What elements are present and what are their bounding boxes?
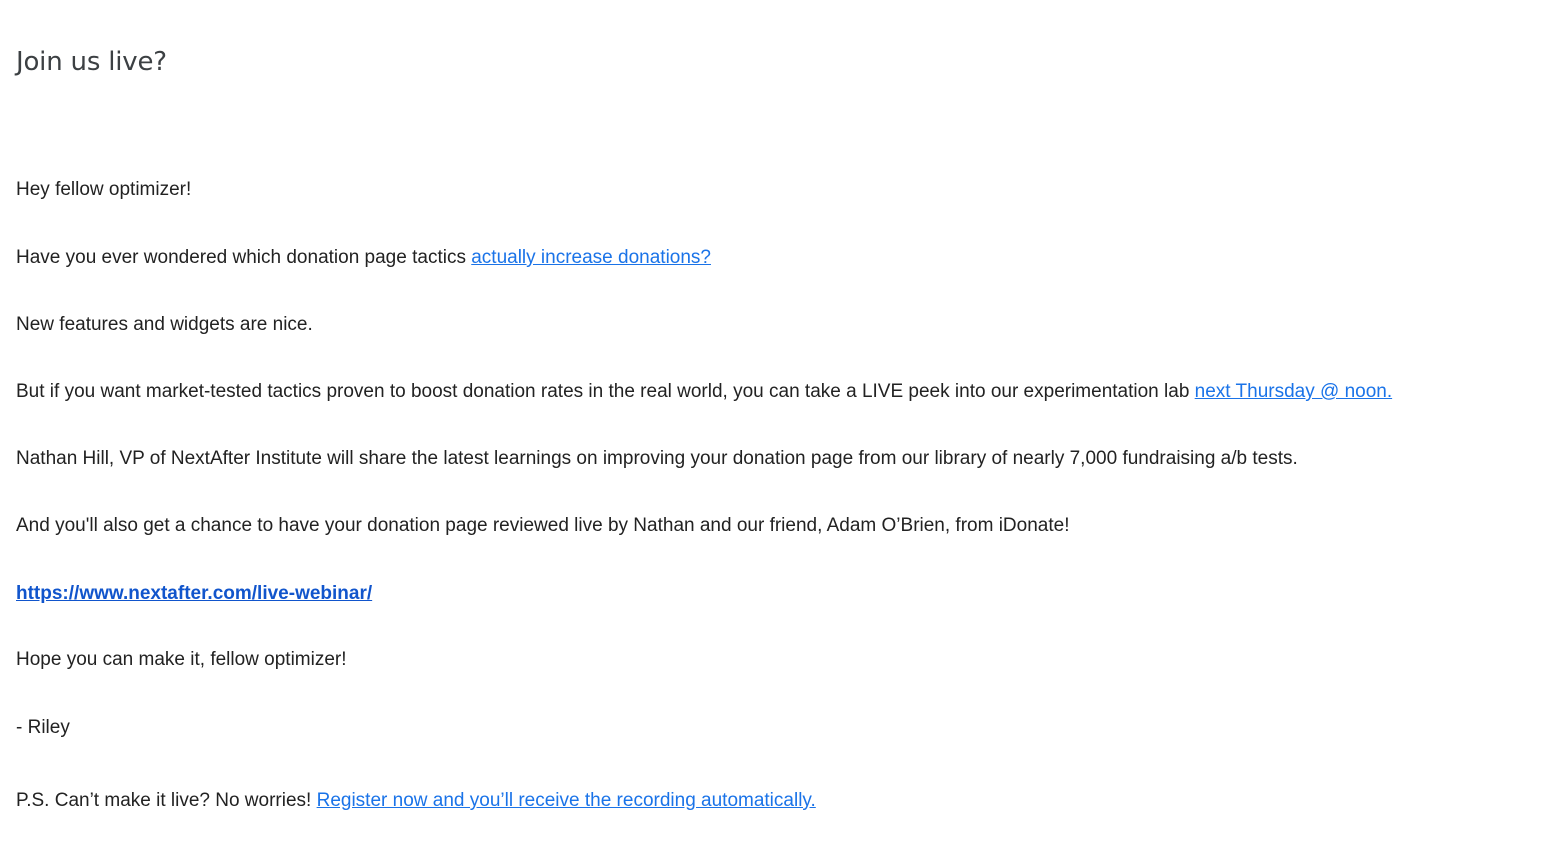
webinar-url-line (16, 582, 372, 606)
register-now-link[interactable]: Register now and you’ll receive the recording automatically. (316, 790, 816, 811)
paragraph-review-live: And you'll also get a chance to have your donation page reviewed live by Nathan and our friend, Adam O’Brien, from iDonate! (16, 515, 1070, 536)
webinar-url-link[interactable]: https://www.nextafter.com/live-webinar/ (16, 583, 373, 604)
paragraph-text: Have you ever wondered which donation page tactics (16, 247, 472, 268)
signature-line: - Riley (16, 717, 70, 738)
paragraph-text: But if you want market-tested tactics proven to boost donation rates in the real world, you can take a LIVE peek into our experimentation lab (16, 381, 1195, 402)
paragraph-nathan-hill: Nathan Hill, VP of NextAfter Institute will share the latest learnings on improving your donation page from our library of nearly 7,000 fundraising a/b tests. (16, 448, 1298, 469)
email-subject: Join us live? (16, 47, 167, 77)
next-thursday-link[interactable]: next Thursday @ noon. (1194, 381, 1393, 402)
paragraph-features: New features and widgets are nice. (16, 314, 313, 335)
actually-increase-donations-link[interactable]: actually increase donations? (471, 247, 711, 268)
paragraph-market-tested (16, 380, 1392, 404)
paragraph-donation-tactics (16, 246, 711, 270)
ps-text: P.S. Can’t make it live? No worries! (16, 790, 317, 811)
greeting-line: Hey fellow optimizer! (16, 179, 192, 200)
closing-line: Hope you can make it, fellow optimizer! (16, 649, 347, 670)
ps-line (16, 789, 816, 813)
